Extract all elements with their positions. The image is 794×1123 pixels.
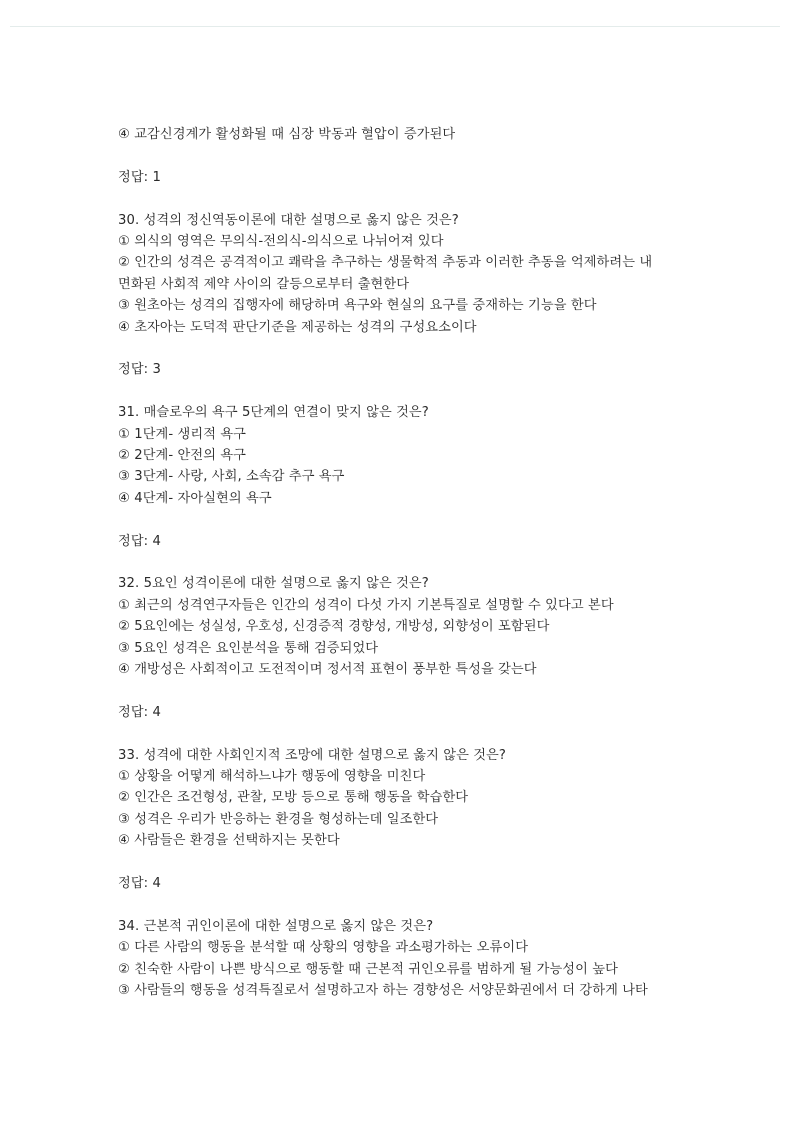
question-33 [118, 745, 718, 895]
answer: 정답: 4 [118, 533, 162, 549]
option-2: ② 인간의 성격은 공격적이고 쾌락을 추구하는 생물학적 추동과 이러한 추동을 억제하려는 내 [118, 255, 653, 271]
question-title: 33. 성격에 대한 사회인지적 조망에 대한 설명으로 옳지 않은 것은? [118, 747, 506, 763]
option-4: ④ 사람들은 환경을 선택하지는 못한다 [118, 833, 340, 849]
answer: 정답: 4 [118, 704, 162, 720]
fragment-option: ④ 교감신경계가 활성화될 때 심장 박동과 혈압이 증가된다 [118, 127, 456, 142]
option-1: ① 다른 사람의 행동을 분석할 때 상황의 영향을 과소평가하는 오류이다 [118, 940, 529, 956]
spacer [118, 680, 718, 701]
option-2: ② 5요인에는 성실성, 우호성, 신경증적 경향성, 개방성, 외향성이 포함된다 [118, 619, 550, 635]
spacer [118, 145, 718, 166]
option-3: ③ 3단계- 사랑, 사회, 소속감 추구 욕구 [118, 469, 345, 485]
spacer [118, 894, 718, 915]
option-1: ① 최근의 성격연구자들은 인간의 성격이 다섯 가지 기본특질로 설명할 수 있다고 본다 [118, 597, 614, 613]
answer: 정답: 4 [118, 876, 162, 892]
fragment-answer: 정답: 1 [118, 169, 162, 185]
top-rule [10, 26, 780, 27]
option-2: ② 2단계- 안전의 욕구 [118, 448, 247, 464]
question-title: 31. 매슬로우의 욕구 5단계의 연결이 맞지 않은 것은? [118, 405, 429, 421]
spacer [118, 552, 718, 573]
option-3: ③ 성격은 우리가 반응하는 환경을 형성하는데 일조한다 [118, 811, 439, 827]
spacer [118, 338, 718, 359]
option-3: ③ 5요인 성격은 요인분석을 통해 검증되었다 [118, 640, 379, 656]
option-1: ① 1단계- 생리적 욕구 [118, 426, 247, 442]
question-34 [118, 916, 718, 1002]
option-2-continued: 면화된 사회적 제약 사이의 갈등으로부터 출현한다 [118, 276, 410, 292]
question-title: 32. 5요인 성격이론에 대한 설명으로 옳지 않은 것은? [118, 576, 429, 592]
question-32 [118, 573, 718, 723]
option-3: ③ 원초아는 성격의 집행자에 해당하며 욕구와 현실의 요구를 중재하는 기능을 한다 [118, 298, 597, 314]
option-4: ④ 초자아는 도덕적 판단기준을 제공하는 성격의 구성요소이다 [118, 319, 477, 335]
spacer [118, 852, 718, 873]
option-4: ④ 4단계- 자아실현의 욕구 [118, 490, 272, 506]
option-2: ② 인간은 조건형성, 관찰, 모방 등으로 통해 행동을 학습한다 [118, 790, 469, 806]
spacer [118, 509, 718, 530]
question-30 [118, 210, 718, 381]
question-31 [118, 402, 718, 552]
question-title: 34. 근본적 귀인이론에 대한 설명으로 옳지 않은 것은? [118, 918, 434, 934]
question-title: 30. 성격의 정신역동이론에 대한 설명으로 옳지 않은 것은? [118, 212, 459, 228]
document-page [118, 124, 718, 1002]
option-3: ③ 사람들의 행동을 성격특질로서 설명하고자 하는 경향성은 서양문화권에서 더 강하게 나타 [118, 983, 648, 999]
spacer [118, 188, 718, 209]
spacer [118, 723, 718, 744]
answer: 정답: 3 [118, 362, 162, 378]
option-2: ② 친숙한 사람이 나쁜 방식으로 행동할 때 근본적 귀인오류를 범하게 될 가능성이 높다 [118, 961, 618, 977]
option-1: ① 의식의 영역은 무의식-전의식-의식으로 나뉘어져 있다 [118, 234, 444, 249]
spacer [118, 381, 718, 402]
option-1: ① 상황을 어떻게 해석하느냐가 행동에 영향을 미친다 [118, 769, 426, 785]
option-4: ④ 개방성은 사회적이고 도전적이며 정서적 표현이 풍부한 특성을 갖는다 [118, 662, 537, 678]
